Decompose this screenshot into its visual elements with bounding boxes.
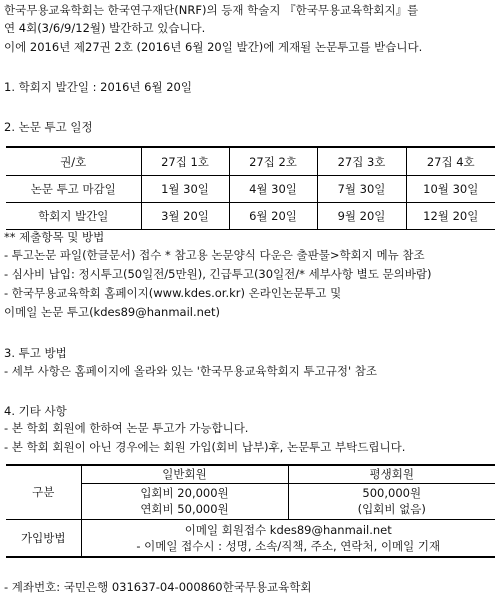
regular-fee-cell bbox=[81, 483, 288, 519]
table-row bbox=[6, 203, 495, 230]
note-item: 이메일 논문 투고(kdes89@hanmail.net) bbox=[4, 305, 220, 319]
intro-line-3: 이에 2016년 제27권 2호 (2016년 6월 20일 발간)에 게재될 논문투고를 받습니다. bbox=[4, 40, 423, 54]
row-label: 논문 투고 마감일 bbox=[6, 176, 141, 203]
table-row bbox=[6, 465, 495, 483]
section-1-title: 1. 학회지 발간일 : 2016년 6월 20일 bbox=[4, 80, 192, 94]
header-cell: 27집 3호 bbox=[317, 147, 406, 176]
row-label-join: 가입방법 bbox=[6, 519, 81, 557]
table-row bbox=[6, 176, 495, 203]
join-method-cell bbox=[81, 519, 495, 557]
table-cell: 3월 20일 bbox=[141, 203, 229, 230]
schedule-table bbox=[6, 146, 495, 230]
regular-fee-line: 연회비 50,000원 bbox=[140, 502, 229, 516]
header-regular-member: 일반회원 bbox=[81, 465, 288, 483]
section-2-title: 2. 논문 투고 일정 bbox=[4, 120, 93, 134]
table-row bbox=[6, 519, 495, 557]
note-item: - 투고논문 파일(한글문서) 접수 * 참고용 논문양식 다운은 출판물>학회지 메뉴 참조 bbox=[4, 248, 425, 262]
header-cell: 27집 2호 bbox=[229, 147, 317, 176]
table-cell: 9월 20일 bbox=[317, 203, 406, 230]
table-cell: 7월 30일 bbox=[317, 176, 406, 203]
table-cell: 4월 30일 bbox=[229, 176, 317, 203]
row-label: 학회지 발간일 bbox=[6, 203, 141, 230]
table-cell: 6월 20일 bbox=[229, 203, 317, 230]
notes-heading: ** 제출항목 및 방법 bbox=[4, 230, 105, 244]
section-3-title: 3. 투고 방법 bbox=[4, 346, 67, 360]
table-cell: 12월 20일 bbox=[406, 203, 495, 230]
join-method-line: - 이메일 접수시 : 성명, 소속/직책, 주소, 연락처, 이메일 기재 bbox=[136, 538, 441, 553]
regular-fee-line: 입회비 20,000원 bbox=[140, 486, 229, 500]
header-cell: 27집 1호 bbox=[141, 147, 229, 176]
table-row bbox=[6, 147, 495, 176]
row-label-fee: 구분 bbox=[6, 465, 81, 519]
intro-line-1: 한국무용교육학회는 한국연구재단(NRF)의 등재 학술지 『한국무용교육학회지』를 bbox=[4, 3, 419, 17]
header-cell: 27집 4호 bbox=[406, 147, 495, 176]
bank-account: - 계좌번호: 국민은행 031637-04-000860한국무용교육학회 bbox=[4, 580, 312, 594]
section-4-item: - 본 학회 회원에 한하여 논문 투고가 가능합니다. bbox=[4, 421, 249, 435]
note-item: - 심사비 납입: 정시투고(50일전/5만원), 긴급투고(30일전/* 세부사항 별도 문의바람) bbox=[4, 267, 432, 281]
life-fee-line: (입회비 없음) bbox=[357, 502, 426, 516]
section-3-item: - 세부 사항은 홈페이지에 올라와 있는 '한국무용교육학회지 투고규정' 참조 bbox=[4, 364, 377, 378]
membership-fee-table bbox=[6, 464, 495, 558]
table-cell: 10월 30일 bbox=[406, 176, 495, 203]
join-method-line: 이메일 회원접수 kdes89@hanmail.net bbox=[184, 522, 392, 537]
life-fee-cell bbox=[288, 483, 495, 519]
section-4-item: - 본 학회 회원이 아닌 경우에는 회원 가입(회비 납부)후, 논문투고 부탁드립니다. bbox=[4, 440, 406, 454]
header-cell: 권/호 bbox=[6, 147, 141, 176]
header-life-member: 평생회원 bbox=[288, 465, 495, 483]
intro-line-2: 연 4회(3/6/9/12월) 발간하고 있습니다. bbox=[4, 21, 206, 35]
life-fee-line: 500,000원 bbox=[362, 486, 422, 500]
table-cell: 1월 30일 bbox=[141, 176, 229, 203]
note-item: - 한국무용교육학회 홈페이지(www.kdes.or.kr) 온라인논문투고 및 bbox=[4, 286, 342, 300]
section-4-title: 4. 기타 사항 bbox=[4, 404, 67, 418]
